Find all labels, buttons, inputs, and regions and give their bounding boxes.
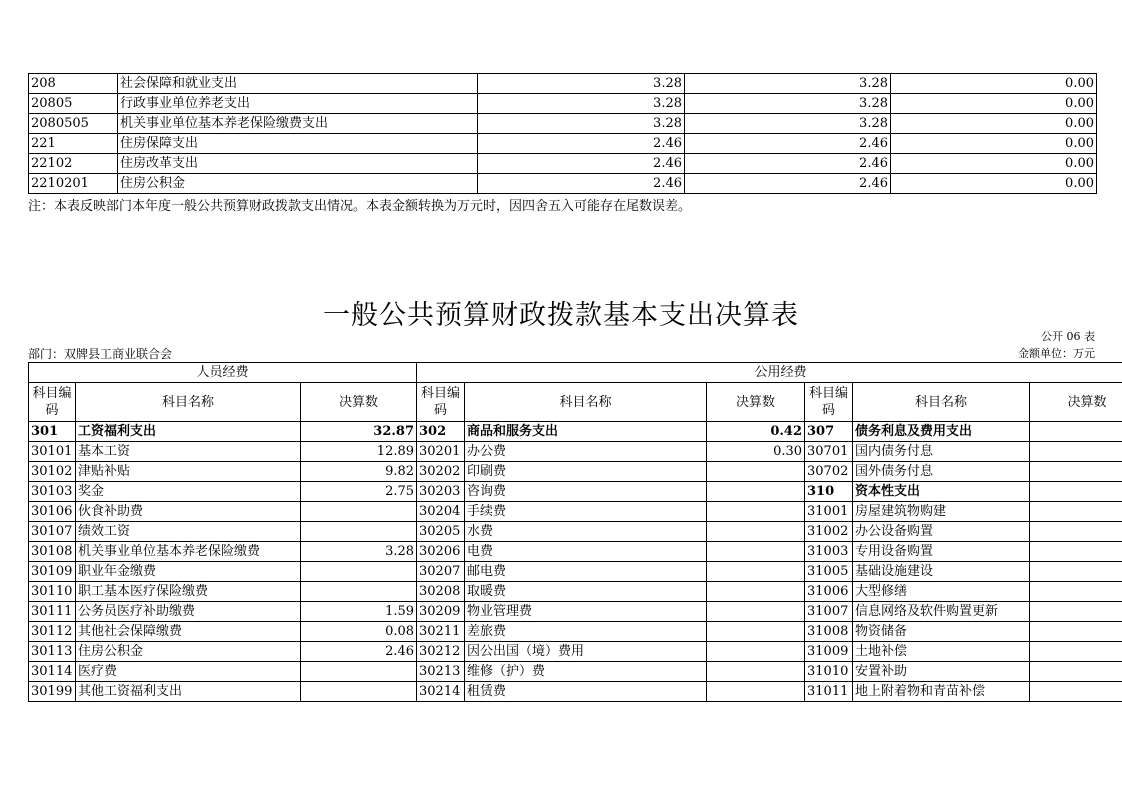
amount: 3.28: [478, 74, 685, 94]
subject-code: 31006: [805, 582, 853, 602]
amount: 0.00: [891, 154, 1097, 174]
subject-name: 安置补助: [853, 662, 1030, 682]
amount: 32.87: [301, 422, 417, 442]
subject-name: 住房保障支出: [118, 134, 478, 154]
col-amount: 决算数: [707, 383, 805, 422]
report-code: 公开 06 表: [1041, 330, 1095, 343]
subject-code: 302: [417, 422, 465, 442]
amount: [707, 542, 805, 562]
amount: 0.42: [707, 422, 805, 442]
subject-code: 30204: [417, 502, 465, 522]
amount: 2.46: [301, 642, 417, 662]
group-public: 公用经费: [417, 363, 1122, 383]
subject-code: 30207: [417, 562, 465, 582]
amount: [1030, 422, 1122, 442]
subject-code: 2080505: [29, 114, 118, 134]
group-personnel: 人员经费: [29, 363, 417, 383]
group-header-row: [29, 363, 1122, 383]
subject-code: 310: [805, 482, 853, 502]
table-row: [29, 522, 1122, 542]
amount: [1030, 502, 1122, 522]
subject-name: 社会保障和就业支出: [118, 74, 478, 94]
subject-name: 印刷费: [465, 462, 707, 482]
subject-code: 31010: [805, 662, 853, 682]
amount: 0.00: [891, 94, 1097, 114]
subject-name: 公务员医疗补助缴费: [76, 602, 301, 622]
subject-code: 30114: [29, 662, 76, 682]
subject-name: 伙食补助费: [76, 502, 301, 522]
subject-name: 大型修缮: [853, 582, 1030, 602]
table-row: [29, 422, 1122, 442]
subject-code: 30110: [29, 582, 76, 602]
amount: [301, 522, 417, 542]
amount: 0.00: [891, 174, 1097, 194]
subject-name: 邮电费: [465, 562, 707, 582]
subject-code: 22102: [29, 154, 118, 174]
amount: [301, 662, 417, 682]
col-code: 科目编码: [417, 383, 465, 422]
subject-name: 差旅费: [465, 622, 707, 642]
subject-name: 办公设备购置: [853, 522, 1030, 542]
subject-name: 电费: [465, 542, 707, 562]
subject-code: 301: [29, 422, 76, 442]
column-header-row: [29, 383, 1122, 422]
amount: 3.28: [685, 74, 891, 94]
amount: 2.46: [478, 134, 685, 154]
subject-code: 30109: [29, 562, 76, 582]
subject-code: 30107: [29, 522, 76, 542]
table-row: [29, 582, 1122, 602]
amount: 0.00: [891, 114, 1097, 134]
table-row: [29, 134, 1097, 154]
department-label: 部门：双牌县工商业联合会: [28, 347, 173, 361]
subject-code: 307: [805, 422, 853, 442]
subject-name: 其他社会保障缴费: [76, 622, 301, 642]
amount-unit-label: 金额单位：万元: [1018, 347, 1095, 360]
amount: [707, 502, 805, 522]
subject-code: 30113: [29, 642, 76, 662]
subject-name: 基础设施建设: [853, 562, 1030, 582]
amount: [707, 462, 805, 482]
amount: 0.00: [891, 74, 1097, 94]
amount: 2.46: [478, 154, 685, 174]
amount: [1030, 602, 1122, 622]
subject-name: 国内债务付息: [853, 442, 1030, 462]
subject-name: 商品和服务支出: [465, 422, 707, 442]
subject-name: 住房改革支出: [118, 154, 478, 174]
subject-name: 信息网络及软件购置更新: [853, 602, 1030, 622]
amount: 2.46: [685, 174, 891, 194]
subject-name: 国外债务付息: [853, 462, 1030, 482]
subject-name: 住房公积金: [118, 174, 478, 194]
amount: 3.28: [478, 114, 685, 134]
amount: [1030, 522, 1122, 542]
subject-name: 水费: [465, 522, 707, 542]
subject-name: 机关事业单位基本养老保险缴费支出: [118, 114, 478, 134]
amount: [301, 502, 417, 522]
subject-code: 31001: [805, 502, 853, 522]
top-expenditure-table: [28, 73, 1097, 194]
amount: 3.28: [478, 94, 685, 114]
subject-name: 维修（护）费: [465, 662, 707, 682]
basic-expenditure-table: [28, 362, 1122, 702]
subject-code: 31005: [805, 562, 853, 582]
col-name: 科目名称: [465, 383, 707, 422]
subject-name: 工资福利支出: [76, 422, 301, 442]
subject-code: 30208: [417, 582, 465, 602]
subject-name: 医疗费: [76, 662, 301, 682]
table-row: [29, 482, 1122, 502]
subject-code: 30102: [29, 462, 76, 482]
subject-code: 30214: [417, 682, 465, 702]
table-row: [29, 114, 1097, 134]
amount: [707, 482, 805, 502]
subject-code: 2210201: [29, 174, 118, 194]
amount: 2.46: [478, 174, 685, 194]
subject-code: 30212: [417, 642, 465, 662]
subject-code: 30108: [29, 542, 76, 562]
subject-name: 行政事业单位养老支出: [118, 94, 478, 114]
subject-name: 机关事业单位基本养老保险缴费: [76, 542, 301, 562]
amount: [1030, 442, 1122, 462]
amount: 3.28: [685, 94, 891, 114]
table-row: [29, 462, 1122, 482]
amount: 0.08: [301, 622, 417, 642]
subject-name: 绩效工资: [76, 522, 301, 542]
table-row: [29, 94, 1097, 114]
subject-name: 取暖费: [465, 582, 707, 602]
amount: 2.46: [685, 134, 891, 154]
col-amount: 决算数: [1030, 383, 1122, 422]
subject-name: 职业年金缴费: [76, 562, 301, 582]
subject-name: 奖金: [76, 482, 301, 502]
amount: [1030, 662, 1122, 682]
col-name: 科目名称: [76, 383, 301, 422]
amount: [301, 682, 417, 702]
subject-code: 30205: [417, 522, 465, 542]
col-code: 科目编码: [29, 383, 76, 422]
amount: [707, 522, 805, 542]
subject-name: 土地补偿: [853, 642, 1030, 662]
table-row: [29, 662, 1122, 682]
subject-name: 其他工资福利支出: [76, 682, 301, 702]
subject-code: 30213: [417, 662, 465, 682]
table-row: [29, 442, 1122, 462]
table-row: [29, 622, 1122, 642]
amount: [707, 662, 805, 682]
subject-code: 30199: [29, 682, 76, 702]
subject-code: 20805: [29, 94, 118, 114]
amount: [1030, 682, 1122, 702]
subject-code: 30702: [805, 462, 853, 482]
subject-name: 物业管理费: [465, 602, 707, 622]
col-amount: 决算数: [301, 383, 417, 422]
table-row: [29, 682, 1122, 702]
subject-code: 30103: [29, 482, 76, 502]
table-row: [29, 542, 1122, 562]
table-row: [29, 74, 1097, 94]
subject-name: 基本工资: [76, 442, 301, 462]
table-row: [29, 642, 1122, 662]
subject-code: 30206: [417, 542, 465, 562]
subject-code: 30106: [29, 502, 76, 522]
subject-code: 30209: [417, 602, 465, 622]
subject-code: 221: [29, 134, 118, 154]
subject-name: 津贴补贴: [76, 462, 301, 482]
amount: [1030, 642, 1122, 662]
subject-name: 房屋建筑物购建: [853, 502, 1030, 522]
subject-name: 物资储备: [853, 622, 1030, 642]
subject-code: 30101: [29, 442, 76, 462]
amount: [707, 562, 805, 582]
col-code: 科目编码: [805, 383, 853, 422]
subject-code: 30201: [417, 442, 465, 462]
subject-code: 208: [29, 74, 118, 94]
page-title: 一般公共预算财政拨款基本支出决算表: [323, 300, 799, 331]
subject-name: 资本性支出: [853, 482, 1030, 502]
subject-name: 住房公积金: [76, 642, 301, 662]
table-row: [29, 154, 1097, 174]
subject-name: 因公出国（境）费用: [465, 642, 707, 662]
amount: [707, 682, 805, 702]
amount: 12.89: [301, 442, 417, 462]
amount: [1030, 622, 1122, 642]
amount: 0.00: [891, 134, 1097, 154]
subject-code: 31002: [805, 522, 853, 542]
amount: 1.59: [301, 602, 417, 622]
amount: 2.46: [685, 154, 891, 174]
amount: [707, 582, 805, 602]
table-row: [29, 602, 1122, 622]
subject-code: 30203: [417, 482, 465, 502]
amount: 3.28: [685, 114, 891, 134]
amount: [1030, 542, 1122, 562]
amount: [1030, 562, 1122, 582]
amount: 3.28: [301, 542, 417, 562]
subject-name: 手续费: [465, 502, 707, 522]
subject-code: 31011: [805, 682, 853, 702]
amount: [1030, 482, 1122, 502]
subject-name: 地上附着物和青苗补偿: [853, 682, 1030, 702]
table-note: 注：本表反映部门本年度一般公共预算财政拨款支出情况。本表金额转换为万元时，因四舍五入可能存在尾数误差。: [28, 199, 692, 214]
amount: [707, 642, 805, 662]
subject-code: 30211: [417, 622, 465, 642]
subject-code: 30111: [29, 602, 76, 622]
subject-code: 31008: [805, 622, 853, 642]
subject-name: 咨询费: [465, 482, 707, 502]
subject-name: 办公费: [465, 442, 707, 462]
amount: [1030, 582, 1122, 602]
subject-name: 租赁费: [465, 682, 707, 702]
amount: [707, 622, 805, 642]
subject-name: 债务利息及费用支出: [853, 422, 1030, 442]
subject-name: 职工基本医疗保险缴费: [76, 582, 301, 602]
subject-name: 专用设备购置: [853, 542, 1030, 562]
amount: [301, 582, 417, 602]
amount: 2.75: [301, 482, 417, 502]
table-row: [29, 502, 1122, 522]
subject-code: 30112: [29, 622, 76, 642]
subject-code: 30701: [805, 442, 853, 462]
amount: 0.30: [707, 442, 805, 462]
amount: [707, 602, 805, 622]
subject-code: 31007: [805, 602, 853, 622]
amount: 9.82: [301, 462, 417, 482]
col-name: 科目名称: [853, 383, 1030, 422]
table-row: [29, 174, 1097, 194]
amount: [301, 562, 417, 582]
table-row: [29, 562, 1122, 582]
subject-code: 31003: [805, 542, 853, 562]
amount: [1030, 462, 1122, 482]
subject-code: 30202: [417, 462, 465, 482]
subject-code: 31009: [805, 642, 853, 662]
